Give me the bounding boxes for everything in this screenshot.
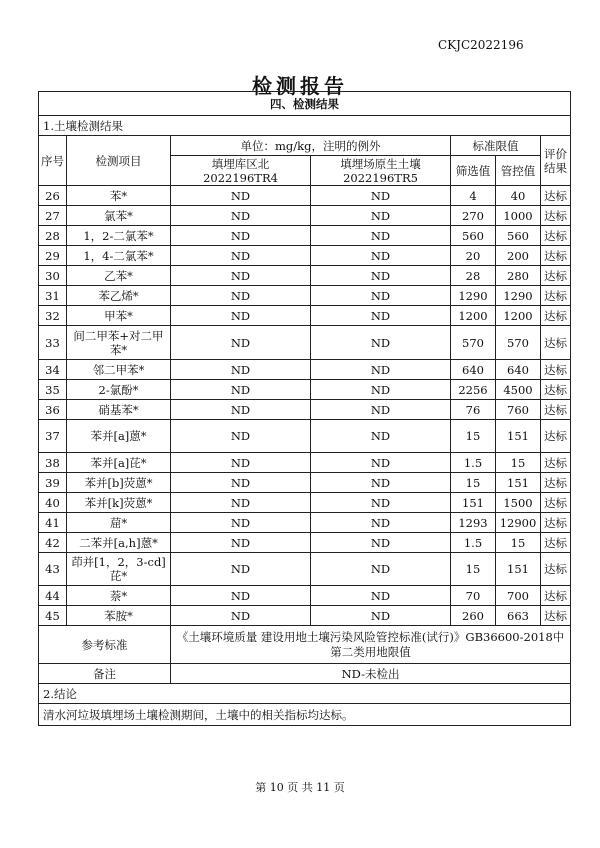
row-sample-2: ND [311,306,451,326]
row-sample-1: ND [171,420,311,453]
row-evaluation: 达标 [541,553,571,586]
section-title: 四、检测结果 [39,92,571,116]
table-row [39,473,571,493]
row-item: 1，4-二氯苯* [67,246,171,266]
row-evaluation: 达标 [541,380,571,400]
row-number: 37 [39,420,67,453]
table-row [39,226,571,246]
remark-label: 备注 [39,664,171,684]
table-row [39,206,571,226]
row-evaluation: 达标 [541,286,571,306]
row-sample-1: ND [171,226,311,246]
row-item: 苯胺* [67,606,171,626]
row-evaluation: 达标 [541,326,571,360]
row-evaluation: 达标 [541,400,571,420]
row-sample-1: ND [171,246,311,266]
row-sample-2: ND [311,453,451,473]
reference-value: 《土壤环境质量 建设用地土壤污染风险管控标准(试行)》GB36600-2018中第二类用地限值 [171,626,571,664]
row-control-value: 570 [496,326,541,360]
row-evaluation: 达标 [541,206,571,226]
row-sample-1: ND [171,400,311,420]
row-item: 苯并[a]芘* [67,453,171,473]
row-control-value: 700 [496,586,541,606]
row-sample-1: ND [171,306,311,326]
header-sample-2: 填埋场原生土壤 2022196TR5 [311,156,451,186]
row-item: 乙苯* [67,266,171,286]
remark-row [39,664,571,684]
row-screening-value: 560 [451,226,496,246]
row-sample-1: ND [171,493,311,513]
row-number: 27 [39,206,67,226]
row-sample-1: ND [171,360,311,380]
row-screening-value: 1293 [451,513,496,533]
row-evaluation: 达标 [541,453,571,473]
table-row [39,306,571,326]
row-sample-2: ND [311,533,451,553]
conclusion-title-row [39,684,571,704]
table-row [39,533,571,553]
row-sample-2: ND [311,606,451,626]
row-item: 2-氯酚* [67,380,171,400]
row-control-value: 12900 [496,513,541,533]
page-footer: 第 10 页 共 11 页 [255,781,345,794]
row-sample-2: ND [311,493,451,513]
reference-label: 参考标准 [39,626,171,664]
row-control-value: 1500 [496,493,541,513]
row-control-value: 151 [496,473,541,493]
reference-row [39,626,571,664]
table-row [39,513,571,533]
row-sample-1: ND [171,606,311,626]
row-control-value: 4500 [496,380,541,400]
table-row [39,360,571,380]
row-screening-value: 28 [451,266,496,286]
row-screening-value: 1290 [451,286,496,306]
table-row [39,266,571,286]
row-control-value: 640 [496,360,541,380]
table-row [39,606,571,626]
row-control-value: 560 [496,226,541,246]
row-sample-2: ND [311,246,451,266]
row-evaluation: 达标 [541,493,571,513]
row-item: 苯* [67,186,171,206]
header-seq: 序号 [39,136,67,186]
header-item: 检测项目 [67,136,171,186]
row-sample-2: ND [311,473,451,493]
remark-value: ND-未检出 [171,664,571,684]
row-number: 35 [39,380,67,400]
row-evaluation: 达标 [541,306,571,326]
table-row [39,586,571,606]
row-control-value: 151 [496,553,541,586]
row-sample-2: ND [311,286,451,306]
row-screening-value: 15 [451,420,496,453]
row-sample-2: ND [311,513,451,533]
row-evaluation: 达标 [541,473,571,493]
row-sample-1: ND [171,380,311,400]
row-control-value: 1200 [496,306,541,326]
row-screening-value: 570 [451,326,496,360]
row-screening-value: 640 [451,360,496,380]
row-sample-1: ND [171,266,311,286]
row-item: 邻二甲苯* [67,360,171,380]
row-number: 44 [39,586,67,606]
row-control-value: 760 [496,400,541,420]
row-item: 苯并[a]蒽* [67,420,171,453]
row-sample-2: ND [311,360,451,380]
row-item: 苯并[b]荧蒽* [67,473,171,493]
row-item: 䓛* [67,513,171,533]
header-limit: 标准限值 [451,136,541,156]
conclusion-title: 2.结论 [39,684,571,704]
row-sample-2: ND [311,586,451,606]
row-evaluation: 达标 [541,226,571,246]
row-screening-value: 2256 [451,380,496,400]
conclusion-text: 清水河垃圾填埋场土壤检测期间，土壤中的相关指标均达标。 [39,704,571,726]
row-screening-value: 20 [451,246,496,266]
row-number: 30 [39,266,67,286]
row-item: 二苯并[a,h]蒽* [67,533,171,553]
results-table [38,91,571,726]
row-sample-2: ND [311,186,451,206]
row-sample-2: ND [311,400,451,420]
row-sample-1: ND [171,326,311,360]
row-control-value: 15 [496,453,541,473]
table-row [39,326,571,360]
row-screening-value: 1200 [451,306,496,326]
table-row [39,246,571,266]
row-item: 硝基苯* [67,400,171,420]
row-control-value: 1000 [496,206,541,226]
row-sample-1: ND [171,586,311,606]
row-number: 41 [39,513,67,533]
row-item: 萘* [67,586,171,606]
row-screening-value: 4 [451,186,496,206]
table-row [39,380,571,400]
row-screening-value: 76 [451,400,496,420]
row-evaluation: 达标 [541,420,571,453]
table-row [39,553,571,586]
row-item: 苯并[k]荧蒽* [67,493,171,513]
row-number: 34 [39,360,67,380]
row-screening-value: 270 [451,206,496,226]
table-row [39,453,571,473]
row-screening-value: 1.5 [451,453,496,473]
header-evaluation: 评价结果 [541,136,571,186]
header-control: 管控值 [496,156,541,186]
row-number: 32 [39,306,67,326]
row-sample-2: ND [311,266,451,286]
row-sample-2: ND [311,206,451,226]
row-screening-value: 15 [451,553,496,586]
row-control-value: 151 [496,420,541,453]
row-sample-1: ND [171,513,311,533]
conclusion-text-row [39,704,571,726]
row-control-value: 200 [496,246,541,266]
row-sample-2: ND [311,380,451,400]
row-evaluation: 达标 [541,246,571,266]
table-row [39,420,571,453]
header-unit-note: 单位：mg/kg，注明的例外 [171,136,451,156]
row-number: 28 [39,226,67,246]
row-evaluation: 达标 [541,266,571,286]
table-row [39,186,571,206]
row-sample-1: ND [171,473,311,493]
row-control-value: 663 [496,606,541,626]
row-sample-2: ND [311,326,451,360]
page-title: 检测报告 [252,74,348,98]
row-sample-2: ND [311,226,451,246]
row-number: 31 [39,286,67,306]
row-number: 26 [39,186,67,206]
row-number: 42 [39,533,67,553]
row-sample-1: ND [171,286,311,306]
header-sample-1: 填埋库区北 2022196TR4 [171,156,311,186]
row-control-value: 280 [496,266,541,286]
row-item: 间二甲苯+对二甲苯* [67,326,171,360]
row-number: 43 [39,553,67,586]
row-screening-value: 151 [451,493,496,513]
row-evaluation: 达标 [541,606,571,626]
row-number: 33 [39,326,67,360]
row-sample-2: ND [311,420,451,453]
row-sample-1: ND [171,453,311,473]
row-control-value: 40 [496,186,541,206]
row-sample-1: ND [171,186,311,206]
table-row [39,400,571,420]
row-evaluation: 达标 [541,186,571,206]
row-screening-value: 1.5 [451,533,496,553]
subsection-title: 1.土壤检测结果 [39,116,571,136]
row-item: 茚并[1，2，3-cd]芘* [67,553,171,586]
table-row [39,493,571,513]
table-row [39,286,571,306]
row-screening-value: 15 [451,473,496,493]
row-sample-1: ND [171,206,311,226]
row-sample-1: ND [171,533,311,553]
row-evaluation: 达标 [541,360,571,380]
row-number: 36 [39,400,67,420]
row-screening-value: 70 [451,586,496,606]
row-number: 39 [39,473,67,493]
row-item: 氯苯* [67,206,171,226]
row-screening-value: 260 [451,606,496,626]
row-item: 1，2-二氯苯* [67,226,171,246]
row-sample-2: ND [311,553,451,586]
row-evaluation: 达标 [541,533,571,553]
row-number: 29 [39,246,67,266]
document-code: CKJC2022196 [438,38,524,52]
row-control-value: 15 [496,533,541,553]
row-evaluation: 达标 [541,513,571,533]
row-evaluation: 达标 [541,586,571,606]
row-number: 40 [39,493,67,513]
row-sample-1: ND [171,553,311,586]
row-item: 苯乙烯* [67,286,171,306]
header-screening: 筛选值 [451,156,496,186]
row-control-value: 1290 [496,286,541,306]
row-number: 38 [39,453,67,473]
row-item: 甲苯* [67,306,171,326]
row-number: 45 [39,606,67,626]
